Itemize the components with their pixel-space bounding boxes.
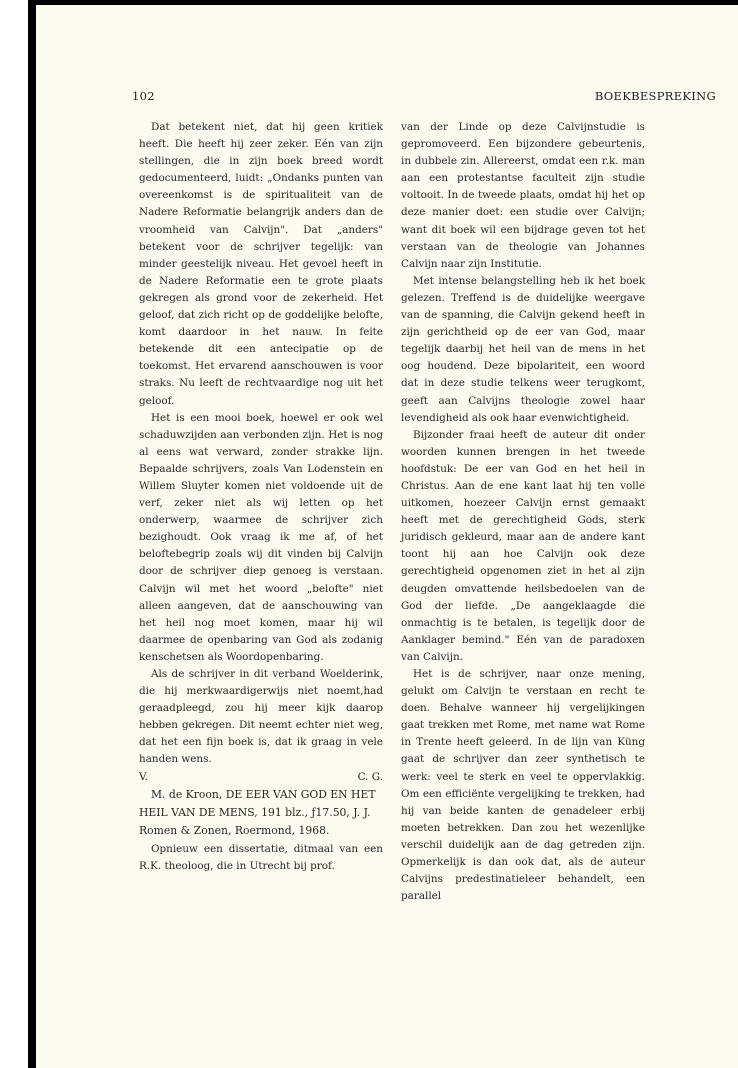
paragraph: Als de schrijver in dit verband Woelderink, die hij merkwaardigerwijs niet noemt,had geraadpleegd, zou hij meer kijk daarop hebben gekregen. Dit neemt echter niet weg, dat het een fijn boek is, dat ik graag in vele handen wens. xyxy=(139,668,383,766)
paragraph: Met intense belangstelling heb ik het boek gelezen. Treffend is de duidelijke weergave van de spanning, die Calvijn gekend heeft in zijn gerichtheid op de eer van God, maar tegelijk daarbij het heil van de mens in het oog houdend. Deze bipolariteit, een woord dat in deze studie telkens weer terugkomt, geeft aan Calvijns theologie zowel haar levendigheid als ook haar evenwichtigheid. xyxy=(401,274,645,424)
right-column xyxy=(401,119,645,905)
signature-right: C. G. xyxy=(357,770,383,783)
paragraph: Dat betekent niet, dat hij geen kritiek heeft. Die heeft hij zeer zeker. Eén van zijn stellingen, die in zijn boek breed wordt gedocumenteerd, luidt: „Ondanks punten van overeenkomst is de spiritualiteit van de Nadere Reformatie belangrijk anders dan de vroomheid van Calvijn". Dat „anders" betekent voor de schrijver tegelijk: van minder geestelijk niveau. Het gevoel heeft in de Nadere Reformatie een te grote plaats gekregen als grond voor de zekerheid. Het geloof, dat zich richt op de goddelijke belofte, komt daardoor in het nauw. In feite betekende dit een antecipatie op de toekomst. Het ervarend aanschouwen is voor straks. Nu leeft de rechtvaardige nog uit het geloof. xyxy=(139,121,383,407)
paragraph: Opnieuw een dissertatie, ditmaal van een R.K. theoloog, die in Utrecht bij prof. xyxy=(139,842,383,872)
running-header: BOEKBESPREKING xyxy=(594,89,716,103)
paragraph: Bijzonder fraai heeft de auteur dit onder woorden kunnen brengen in het tweede hoofdstuk: De eer van God en het heil in Christus. Aan de ene kant laat hij ten volle uitkomen, hoezeer Calvijn ernst gemaakt heeft met de gerechtigheid Gods, sterk juridisch gekleurd, maar aan de andere kant toont hij aan hoe Calvijn ook deze gerechtigheid opgenomen ziet in het al zijn deugden omvattende heilsbedoelen van de God der liefde. „De aangeklaagde die onmachtig is te betalen, is tegelijk door de Aanklager bemind." Eén van de paradoxen van Calvijn. xyxy=(401,428,645,663)
paragraph: van der Linde op deze Calvijnstudie is gepromoveerd. Een bijzondere gebeurtenis, in dubbele zin. Allereerst, omdat een r.k. man aan een protestantse faculteit zijn studie voltooit. In de tweede plaats, omdat hij het op deze manier doet: een studie over Calvijn; want dit boek wil een bijdrage geven tot het verstaan van de theologie van Johannes Calvijn naar zijn Institutie. xyxy=(401,121,645,270)
signature-left: V. xyxy=(139,770,148,783)
signature xyxy=(139,769,383,786)
left-column xyxy=(139,119,383,875)
book-citation: M. de Kroon, DE EER VAN GOD EN HET HEIL VAN DE MENS, 191 blz., ƒ17.50, J. J. Romen & Zonen, Roermond, 1968. xyxy=(139,787,376,838)
paragraph: Het is de schrijver, naar onze mening, gelukt om Calvijn te verstaan en recht te doen. Behalve wanneer hij vergelijkingen gaat trekken met Rome, met name wat Rome in Trente heeft geleerd. In de lijn van Küng gaat de schrijver dan zeer synthetisch te werk: veel te sterk en veel te oppervlakkig. Om een efficiënte vergelijking te trekken, had hij van beide kanten de genadeleer erbij moeten betrekken. Dan zou het wezenlijke verschil duidelijk aan de dag getreden zijn. Opmerkelijk is dan ook dat, als de auteur Calvijns predestinatieleer behandelt, een parallel xyxy=(401,668,645,903)
page-number: 102 xyxy=(132,89,155,103)
paragraph: Het is een mooi boek, hoewel er ook wel schaduwzijden aan verbonden zijn. Het is nog al eens wat verward, zonder strakke lijn. Bepaalde schrijvers, zoals Van Lodenstein en Willem Sluyter komen niet voldoende uit de verf, zeker niet als wij letten op het onderwerp, waarmee de schrijver zich bezighoudt. Ook vraag ik me af, of het beloftebegrip zoals wij dit vinden bij Calvijn door de schrijver diep genoeg is verstaan. Calvijn wil met het woord „belofte" niet alleen aangeven, dat de aanschouwing van het heil nog moet komen, maar hij wil daarmee de openbaring van God als zodanig kenschetsen als Woordopenbaring. xyxy=(139,411,383,663)
